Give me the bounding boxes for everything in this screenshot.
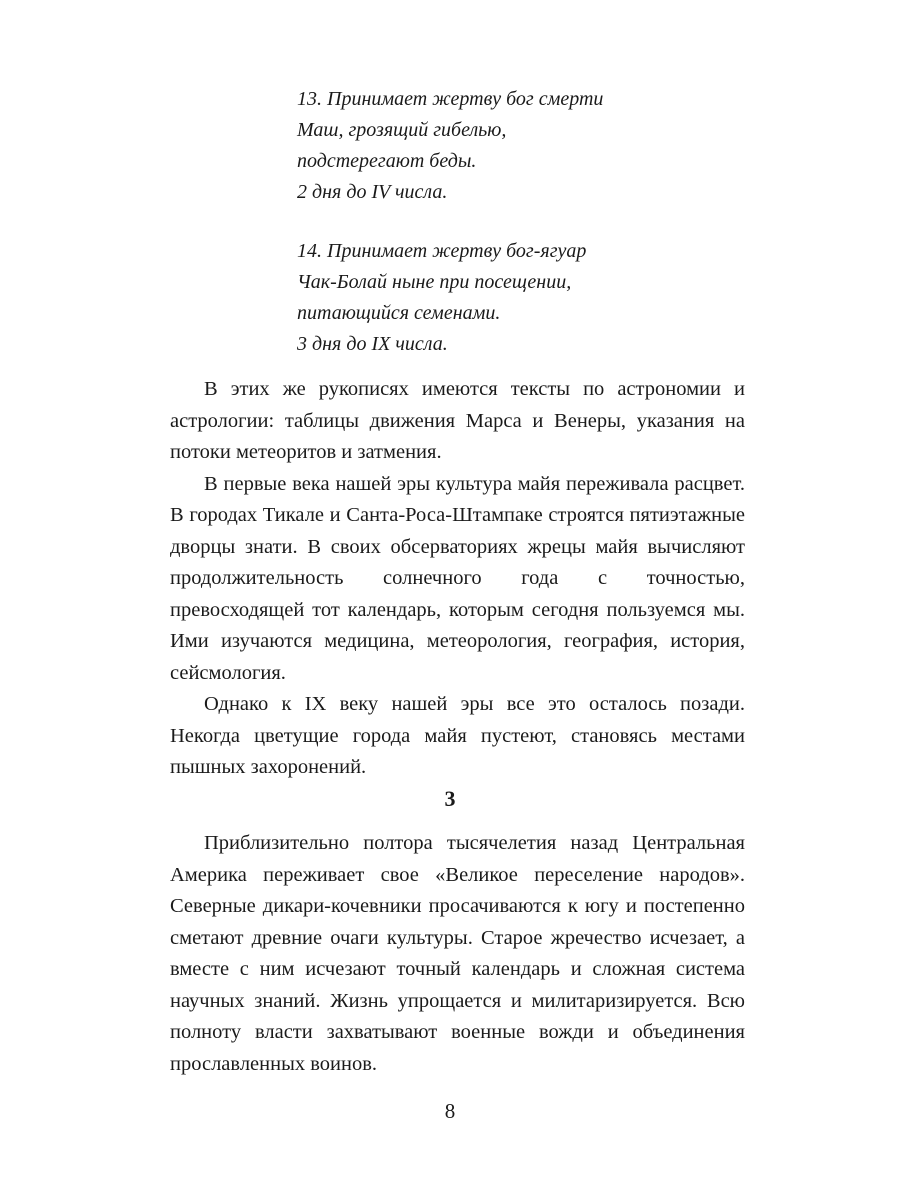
body-text-after-section bbox=[170, 828, 745, 1080]
verse-line: Маш, грозящий гибелью, bbox=[297, 119, 507, 141]
verse-14 bbox=[297, 236, 777, 360]
verse-line: 13. Принимает жертву бог смерти bbox=[297, 88, 604, 110]
verse-line: подстерегают беды. bbox=[297, 150, 477, 172]
paragraph: Приблизительно полтора тысячелетия назад Центральная Америка переживает свое «Великое переселение народов». Северные дикари-кочевники просачиваются к югу и постепенно сметают древние очаги культуры. Старое жречество исчезает, а вместе с ним исчезают точный календарь и сложная система научных знаний. Жизнь упрощается и милитаризируется. Всю полноту власти захватывают военные вожди и объединения прославленных воинов. bbox=[170, 832, 745, 1075]
paragraph: В первые века нашей эры культура майя переживала расцвет. В городах Тикале и Санта-Роса-Штампаке строятся пятиэтажные дворцы знати. В своих обсерваториях жрецы майя вычисляют продолжительность солнечного года с точностью, превосходящей тот календарь, которым сегодня пользуемся мы. Ими изучаются медицина, метеорология, география, история, сейсмология. bbox=[170, 472, 745, 684]
page-number: 8 bbox=[444, 1099, 456, 1123]
verse-line: питающийся семенами. bbox=[297, 302, 501, 324]
section-heading: 3 bbox=[444, 786, 456, 811]
verse-line: 14. Принимает жертву бог-ягуар bbox=[297, 240, 587, 262]
verse-line: Чак-Болай ныне при посещении, bbox=[297, 271, 572, 293]
paragraph: В этих же рукописях имеются тексты по астрономии и астрологии: таблицы движения Марса и Венеры, указания на потоки метеоритов и затмения. bbox=[170, 378, 745, 463]
paragraph: Однако к IX веку нашей эры все это осталось позади. Некогда цветущие города майя пустеют, становясь местами пышных захоронений. bbox=[170, 693, 745, 778]
body-text-before-section bbox=[170, 374, 745, 784]
verse-line: 3 дня до IX числа. bbox=[297, 333, 448, 355]
verse-13 bbox=[297, 84, 777, 208]
verse-line: 2 дня до IV числа. bbox=[297, 181, 448, 203]
